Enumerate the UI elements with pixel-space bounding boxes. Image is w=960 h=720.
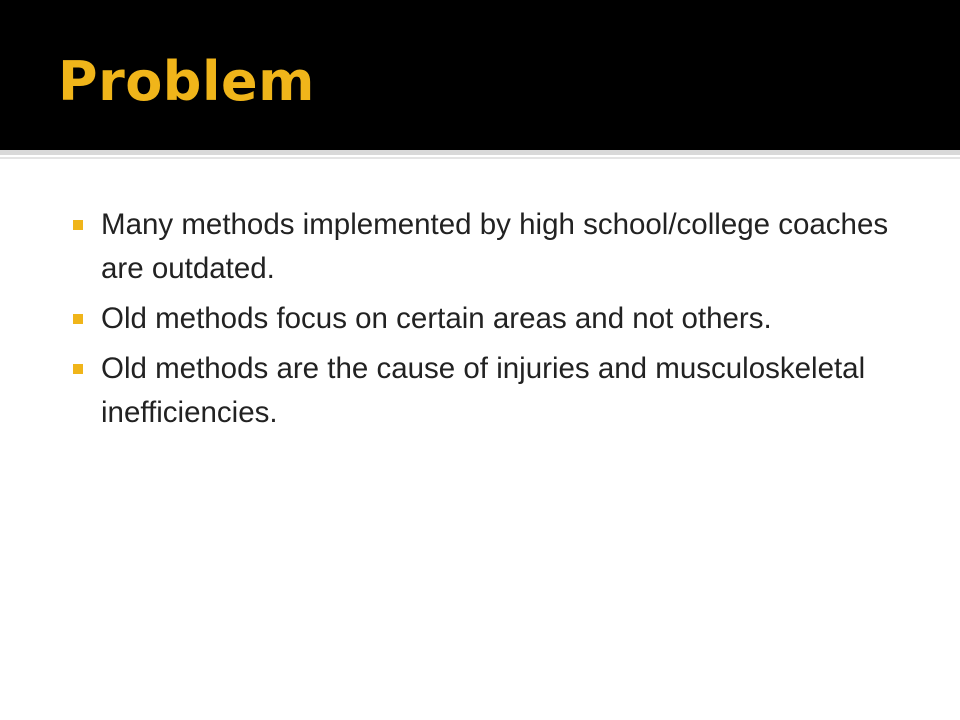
square-bullet-icon xyxy=(73,220,83,230)
square-bullet-icon xyxy=(73,314,83,324)
title-band xyxy=(0,0,960,150)
bullet-list xyxy=(70,203,890,441)
square-bullet-icon xyxy=(73,364,83,374)
bullet-text: Many methods implemented by high school/college coaches are outdated. xyxy=(101,208,889,285)
bullet-item xyxy=(70,297,890,341)
bullet-item xyxy=(70,347,890,435)
title-divider-thin xyxy=(0,157,960,159)
bullet-text: Old methods are the cause of injuries and musculoskeletal inefficiencies. xyxy=(101,352,866,429)
slide-title: Problem xyxy=(58,50,315,113)
bullet-text: Old methods focus on certain areas and not others. xyxy=(101,302,772,335)
bullet-item xyxy=(70,203,890,291)
title-divider xyxy=(0,150,960,155)
